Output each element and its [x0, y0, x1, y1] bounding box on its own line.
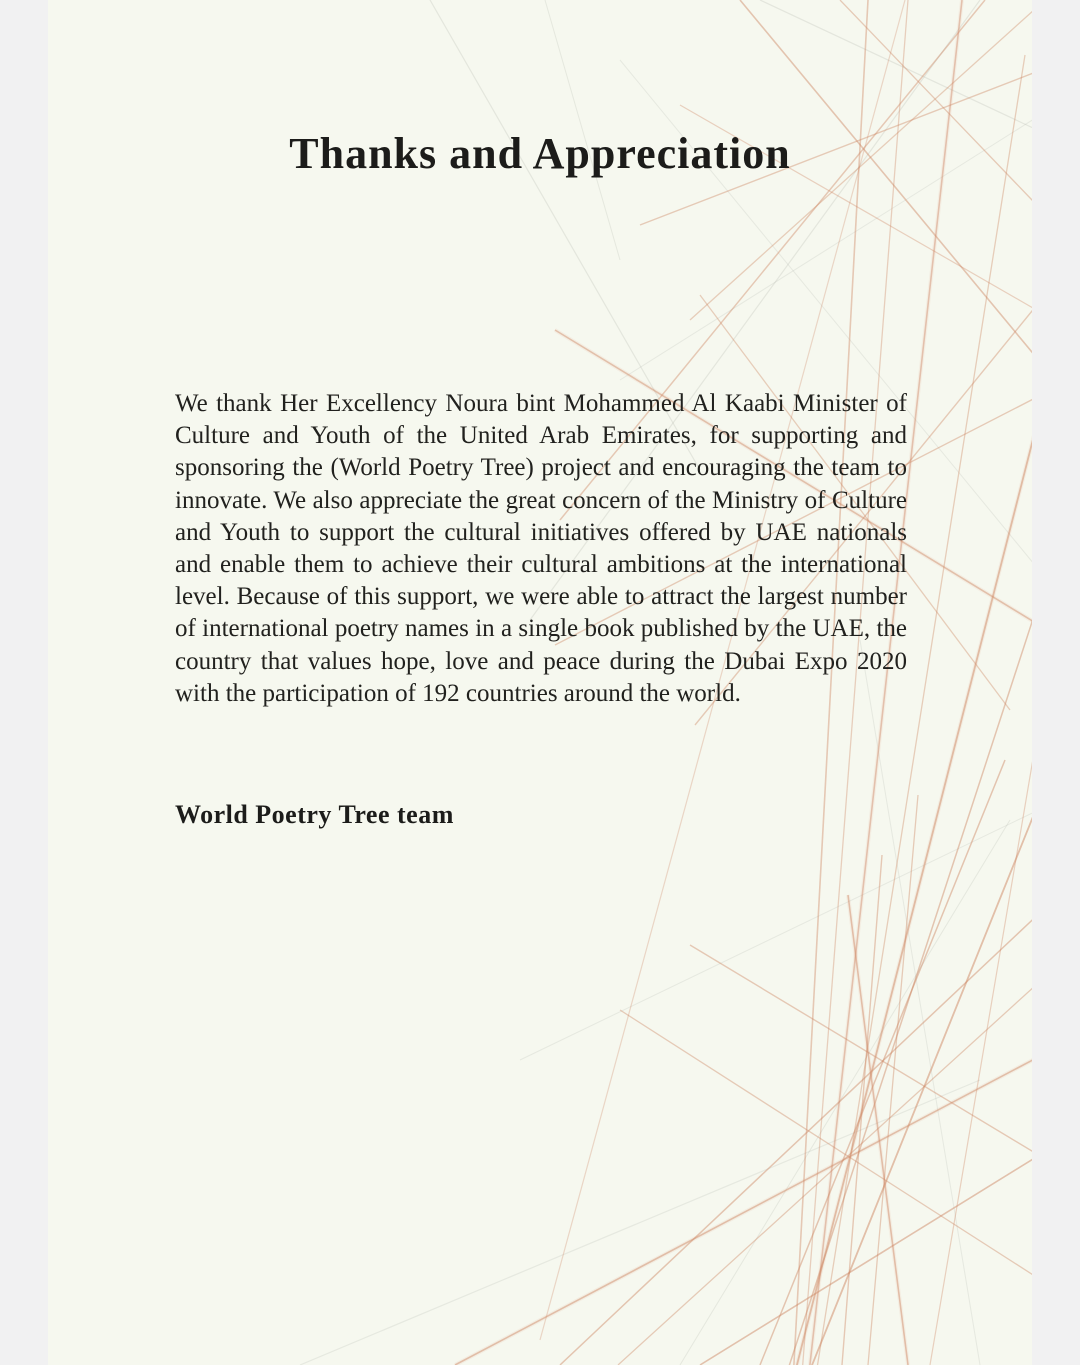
page-right-margin — [1032, 0, 1080, 1365]
signature-line: World Poetry Tree team — [175, 800, 454, 829]
acknowledgement-paragraph: We thank Her Excellency Noura bint Mohammed Al Kaabi Minister of Culture and Youth of the United Arab Emirates, for supporting and sponsoring the (World Poetry Tree) project and encouraging the team to innovate. We also appreciate the great concern of the Ministry of Culture and Youth to support the cultural initiatives offered by UAE nationals and enable them to achieve their cultural ambitions at the international level. Because of this support, we were able to attract the largest number of international poetry names in a single book published by the UAE, the country that values hope, love and peace during the Dubai Expo 2020 with the participation of 192 countries around the world. — [175, 390, 907, 707]
book-page — [48, 0, 1032, 1365]
page-title: Thanks and Appreciation — [289, 129, 791, 178]
page-left-margin — [0, 0, 48, 1365]
